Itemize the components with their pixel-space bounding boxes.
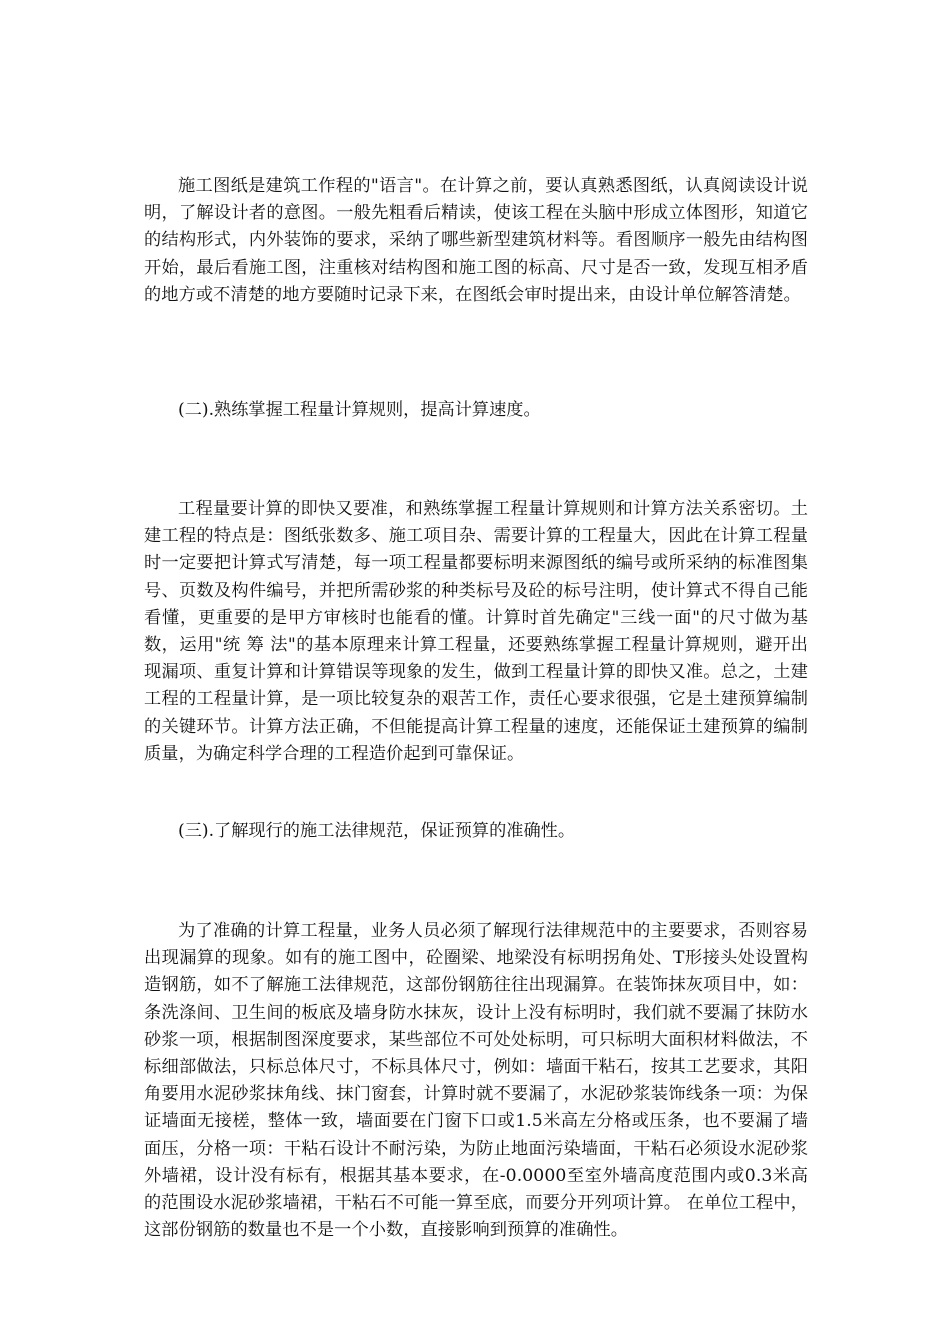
paragraph-calculation-rules: 工程量要计算的即快又要准，和熟练掌握工程量计算规则和计算方法关系密切。土建工程的特点是：图纸张数多、施工项目杂、需要计算的工程量大，因此在计算工程量时一定要把计算式写清楚，每一项工程量都要标明来源图纸的编号或所采纳的标准图集号、页数及构件编号，并把所需砂浆的种类标号及砼的标号注明，使计算式不得自己能看懂，更重要的是甲方审核时也能看的懂。计算时首先确定"三线一面"的尺寸做为基数，运用"统 筹 法"的基本原理来计算工程量，还要熟练掌握工程量计算规则，避开出现漏项、重复计算和计算错误等现象的发生，做到工程量计算的即快又准。总之，土建工程的工程量计算，是一项比较复杂的艰苦工作，责任心要求很强，它是土建预算编制的关键环节。计算方法正确，不但能提高计算工程量的速度，还能保证土建预算的编制质量，为确定科学合理的工程造价起到可靠保证。 — [144, 499, 808, 764]
section-heading-2: (二).熟练掌握工程量计算规则，提高计算速度。 — [178, 400, 541, 420]
section-heading-3: (三).了解现行的施工法律规范，保证预算的准确性。 — [178, 821, 576, 841]
paragraph-drawing-language: 施工图纸是建筑工作程的"语言"。在计算之前，要认真熟悉图纸，认真阅读设计说明，了解设计者的意图。一般先粗看后精读，使该工程在头脑中形成立体图形，知道它的结构形式，内外装饰的要求，采纳了哪些新型建筑材料等。看图顺序一般先由结构图开始，最后看施工图，注重核对结构图和施工图的标高、尺寸是否一致，发现互相矛盾的地方或不清楚的地方要随时记录下来，在图纸会审时提出来，由设计单位解答清楚。 — [144, 176, 808, 305]
paragraph-construction-regulations: 为了准确的计算工程量，业务人员必须了解现行法律规范中的主要要求，否则容易出现漏算的现象。如有的施工图中，砼圈梁、地梁没有标明拐角处、T形接头处设置构造钢筋，如不了解施工法律规范，这部份钢筋往往出现漏算。在装饰抹灰项目中，如：条洗涤间、卫生间的板底及墙身防水抹灰，设计上没有标明时，我们就不要漏了抹防水砂浆一项，根据制图深度要求，某些部位不可处处标明，可只标明大面积材料做法，不标细部做法，只标总体尺寸，不标具体尺寸，例如：墙面干粘石，按其工艺要求，其阳角要用水泥砂浆抹角线、抹门窗套，计算时就不要漏了，水泥砂浆装饰线条一项：为保证墙面无接槎，整体一致，墙面要在门窗下口或1.5米高左分格或压条，也不要漏了墙面压，分格一项：干粘石设计不耐污染，为防止地面污染墙面，干粘石必须设水泥砂浆外墙裙，设计没有标有，根据其基本要求，在-0.0000至室外墙高度范围内或0.3米高的范围设水泥砂浆墙裙，干粘石不可能一算至底，而要分开列项计算。 在单位工程中，这部份钢筋的数量也不是一个小数，直接影响到预算的准确性。 — [144, 921, 808, 1241]
